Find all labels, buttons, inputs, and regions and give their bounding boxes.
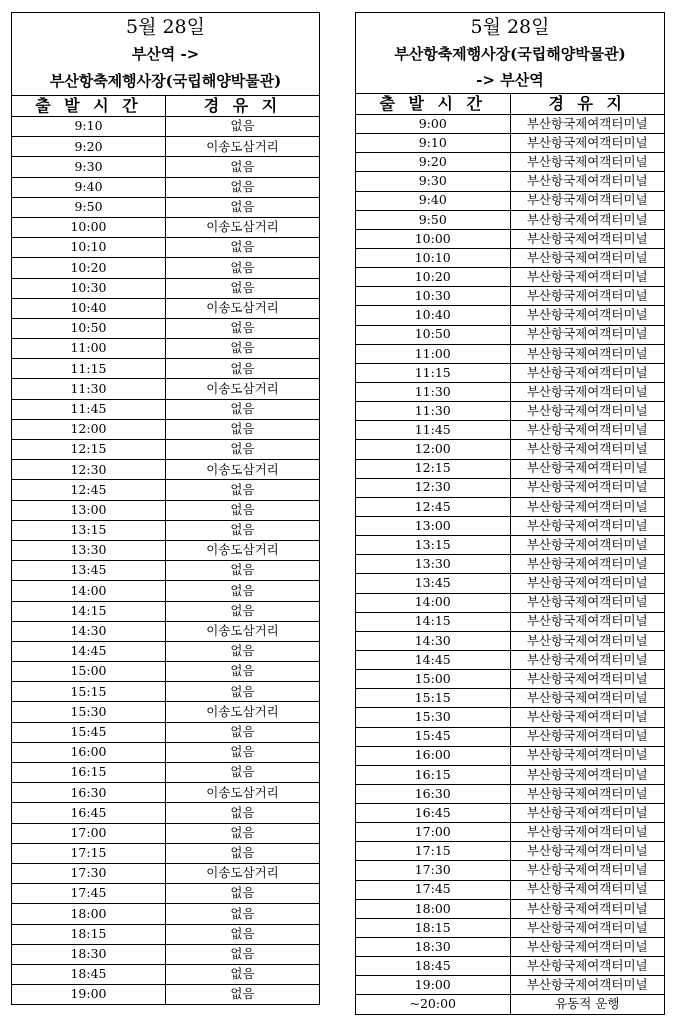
via-cell: 없음 bbox=[166, 238, 320, 258]
via-cell: 없음 bbox=[166, 440, 320, 460]
via-cell: 부산항국제여객터미널 bbox=[510, 631, 665, 650]
departure-time-cell: 15:00 bbox=[356, 670, 511, 689]
via-cell: 부산항국제여객터미널 bbox=[510, 306, 665, 325]
table-row bbox=[12, 783, 320, 803]
table-row bbox=[12, 440, 320, 460]
departure-time-cell: 9:30 bbox=[12, 157, 166, 177]
via-cell: 없음 bbox=[166, 904, 320, 924]
header-via: 경 유 지 bbox=[166, 96, 320, 117]
via-cell: 없음 bbox=[166, 964, 320, 984]
departure-time-cell: 14:30 bbox=[356, 631, 511, 650]
via-cell: 없음 bbox=[166, 318, 320, 338]
departure-time-cell: 12:45 bbox=[12, 480, 166, 500]
departure-time-cell: 10:40 bbox=[12, 298, 166, 318]
via-cell: 없음 bbox=[166, 561, 320, 581]
departure-time-cell: 10:20 bbox=[356, 268, 511, 287]
via-cell: 부산항국제여객터미널 bbox=[510, 421, 665, 440]
departure-time-cell: 15:00 bbox=[12, 662, 166, 682]
departure-time-cell: 9:10 bbox=[356, 134, 511, 153]
via-cell: 이송도삼거리 bbox=[166, 379, 320, 399]
via-cell: 부산항국제여객터미널 bbox=[510, 765, 665, 784]
via-cell: 부산항국제여객터미널 bbox=[510, 459, 665, 478]
via-cell: 없음 bbox=[166, 157, 320, 177]
departure-time-cell: 18:45 bbox=[356, 957, 511, 976]
via-cell: 부산항국제여객터미널 bbox=[510, 287, 665, 306]
via-cell: 부산항국제여객터미널 bbox=[510, 823, 665, 842]
table-row bbox=[12, 702, 320, 722]
via-cell: 부산항국제여객터미널 bbox=[510, 402, 665, 421]
table-row bbox=[12, 581, 320, 601]
table-row bbox=[356, 210, 665, 229]
schedule-table-to-museum bbox=[11, 12, 320, 1005]
left-rows bbox=[12, 117, 320, 1005]
via-cell: 부산항국제여객터미널 bbox=[510, 191, 665, 210]
departure-time-cell: 9:40 bbox=[12, 177, 166, 197]
via-cell: 부산항국제여객터미널 bbox=[510, 172, 665, 191]
table-row bbox=[356, 115, 665, 134]
departure-time-cell: 17:00 bbox=[12, 823, 166, 843]
departure-time-cell: 9:20 bbox=[356, 153, 511, 172]
table-row bbox=[356, 708, 665, 727]
via-cell: 없음 bbox=[166, 339, 320, 359]
table-row bbox=[356, 612, 665, 631]
via-cell: 부산항국제여객터미널 bbox=[510, 880, 665, 899]
departure-time-cell: 17:45 bbox=[12, 884, 166, 904]
departure-time-cell: 17:30 bbox=[356, 861, 511, 880]
table-row bbox=[356, 134, 665, 153]
departure-time-cell: 15:30 bbox=[356, 708, 511, 727]
departure-time-cell: 14:45 bbox=[12, 641, 166, 661]
departure-time-cell: 15:45 bbox=[12, 722, 166, 742]
departure-time-cell: 15:15 bbox=[12, 682, 166, 702]
via-cell: 없음 bbox=[166, 722, 320, 742]
table-row bbox=[12, 964, 320, 984]
departure-time-cell: 12:45 bbox=[356, 497, 511, 516]
departure-time-cell: 11:45 bbox=[356, 421, 511, 440]
via-cell: 없음 bbox=[166, 944, 320, 964]
table-row bbox=[12, 561, 320, 581]
departure-time-cell: 11:00 bbox=[12, 339, 166, 359]
departure-time-cell: 16:30 bbox=[12, 783, 166, 803]
via-cell: 없음 bbox=[166, 803, 320, 823]
table-row bbox=[356, 402, 665, 421]
table-row bbox=[356, 536, 665, 555]
departure-time-cell: 10:30 bbox=[12, 278, 166, 298]
via-cell: 없음 bbox=[166, 359, 320, 379]
departure-time-cell: 11:15 bbox=[12, 359, 166, 379]
departure-time-cell: 10:00 bbox=[12, 217, 166, 237]
table-row bbox=[12, 843, 320, 863]
via-cell: 없음 bbox=[166, 480, 320, 500]
via-cell: 이송도삼거리 bbox=[166, 621, 320, 641]
departure-time-cell: 12:15 bbox=[12, 440, 166, 460]
via-cell: 부산항국제여객터미널 bbox=[510, 899, 665, 918]
table-row bbox=[356, 593, 665, 612]
via-cell: 이송도삼거리 bbox=[166, 863, 320, 883]
departure-time-cell: 11:30 bbox=[356, 402, 511, 421]
via-cell: 부산항국제여객터미널 bbox=[510, 746, 665, 765]
departure-time-cell: 17:45 bbox=[356, 880, 511, 899]
via-cell: 부산항국제여객터미널 bbox=[510, 440, 665, 459]
via-cell: 부산항국제여객터미널 bbox=[510, 248, 665, 267]
via-cell: 부산항국제여객터미널 bbox=[510, 784, 665, 803]
departure-time-cell: 16:00 bbox=[356, 746, 511, 765]
table-row bbox=[12, 480, 320, 500]
via-cell: 없음 bbox=[166, 823, 320, 843]
via-cell: 없음 bbox=[166, 682, 320, 702]
departure-time-cell: 10:40 bbox=[356, 306, 511, 325]
via-cell: 없음 bbox=[166, 924, 320, 944]
table-row bbox=[12, 763, 320, 783]
departure-time-cell: 13:30 bbox=[356, 555, 511, 574]
departure-time-cell: 9:40 bbox=[356, 191, 511, 210]
departure-time-cell: 18:00 bbox=[356, 899, 511, 918]
via-cell: 유동적 운행 bbox=[510, 995, 665, 1014]
departure-time-cell: 15:45 bbox=[356, 727, 511, 746]
departure-time-cell: 13:45 bbox=[12, 561, 166, 581]
header-departure-time: 출 발 시 간 bbox=[12, 96, 166, 117]
departure-time-cell: 9:50 bbox=[12, 197, 166, 217]
departure-time-cell: 11:45 bbox=[12, 399, 166, 419]
table-row bbox=[12, 217, 320, 237]
table-date: 5월 28일 bbox=[356, 13, 665, 42]
table-row bbox=[356, 689, 665, 708]
departure-time-cell: 14:30 bbox=[12, 621, 166, 641]
via-cell: 부산항국제여객터미널 bbox=[510, 842, 665, 861]
table-row bbox=[356, 555, 665, 574]
route-destination: 부산항축제행사장(국립해양박물관) bbox=[12, 68, 320, 96]
via-cell: 없음 bbox=[166, 581, 320, 601]
departure-time-cell: 10:50 bbox=[356, 325, 511, 344]
table-row bbox=[12, 500, 320, 520]
via-cell: 이송도삼거리 bbox=[166, 137, 320, 157]
table-row bbox=[356, 421, 665, 440]
table-row bbox=[356, 363, 665, 382]
departure-time-cell: 10:10 bbox=[356, 248, 511, 267]
table-row bbox=[356, 746, 665, 765]
departure-time-cell: 13:15 bbox=[12, 520, 166, 540]
table-row bbox=[356, 957, 665, 976]
table-row bbox=[12, 823, 320, 843]
via-cell: 부산항국제여객터미널 bbox=[510, 938, 665, 957]
via-cell: 없음 bbox=[166, 117, 320, 137]
via-cell: 부산항국제여객터미널 bbox=[510, 804, 665, 823]
via-cell: 없음 bbox=[166, 520, 320, 540]
table-row bbox=[12, 803, 320, 823]
table-row bbox=[12, 985, 320, 1005]
via-cell: 없음 bbox=[166, 742, 320, 762]
table-row bbox=[12, 157, 320, 177]
departure-time-cell: 18:45 bbox=[12, 964, 166, 984]
departure-time-cell: 12:00 bbox=[12, 419, 166, 439]
via-cell: 부산항국제여객터미널 bbox=[510, 612, 665, 631]
via-cell: 부산항국제여객터미널 bbox=[510, 268, 665, 287]
table-date: 5월 28일 bbox=[12, 13, 320, 42]
departure-time-cell: 18:00 bbox=[12, 904, 166, 924]
right-rows bbox=[356, 115, 665, 1015]
via-cell: 없음 bbox=[166, 985, 320, 1005]
via-cell: 없음 bbox=[166, 197, 320, 217]
via-cell: 부산항국제여객터미널 bbox=[510, 210, 665, 229]
via-cell: 없음 bbox=[166, 641, 320, 661]
via-cell: 부산항국제여객터미널 bbox=[510, 976, 665, 995]
departure-time-cell: 12:15 bbox=[356, 459, 511, 478]
table-row bbox=[356, 880, 665, 899]
table-row bbox=[12, 318, 320, 338]
table-row bbox=[356, 478, 665, 497]
route-origin: 부산항축제행사장(국립해양박물관) bbox=[356, 41, 665, 67]
via-cell: 이송도삼거리 bbox=[166, 540, 320, 560]
table-row bbox=[12, 621, 320, 641]
departure-time-cell: 18:15 bbox=[12, 924, 166, 944]
table-row bbox=[12, 863, 320, 883]
departure-time-cell: 17:15 bbox=[356, 842, 511, 861]
table-row bbox=[12, 359, 320, 379]
via-cell: 없음 bbox=[166, 419, 320, 439]
schedule-table-to-station bbox=[355, 12, 665, 1015]
table-row bbox=[12, 520, 320, 540]
via-cell: 부산항국제여객터미널 bbox=[510, 115, 665, 134]
departure-time-cell: 14:15 bbox=[356, 612, 511, 631]
via-cell: 없음 bbox=[166, 500, 320, 520]
departure-time-cell: 19:00 bbox=[12, 985, 166, 1005]
via-cell: 부산항국제여객터미널 bbox=[510, 861, 665, 880]
via-cell: 부산항국제여객터미널 bbox=[510, 153, 665, 172]
departure-time-cell: 16:45 bbox=[12, 803, 166, 823]
table-row bbox=[12, 460, 320, 480]
via-cell: 부산항국제여객터미널 bbox=[510, 382, 665, 401]
departure-time-cell: 18:30 bbox=[12, 944, 166, 964]
table-row bbox=[12, 884, 320, 904]
table-row bbox=[356, 976, 665, 995]
via-cell: 없음 bbox=[166, 843, 320, 863]
via-cell: 이송도삼거리 bbox=[166, 217, 320, 237]
via-cell: 이송도삼거리 bbox=[166, 298, 320, 318]
table-row bbox=[356, 287, 665, 306]
departure-time-cell: 15:30 bbox=[12, 702, 166, 722]
route-destination: -> 부산역 bbox=[356, 67, 665, 94]
header-departure-time: 출 발 시 간 bbox=[356, 94, 511, 115]
table-row bbox=[12, 944, 320, 964]
table-row bbox=[356, 306, 665, 325]
table-row bbox=[356, 344, 665, 363]
departure-time-cell: 11:15 bbox=[356, 363, 511, 382]
table-row bbox=[356, 765, 665, 784]
via-cell: 부산항국제여객터미널 bbox=[510, 363, 665, 382]
table-row bbox=[356, 804, 665, 823]
table-row bbox=[356, 191, 665, 210]
departure-time-cell: 18:30 bbox=[356, 938, 511, 957]
table-row bbox=[356, 248, 665, 267]
via-cell: 부산항국제여객터미널 bbox=[510, 555, 665, 574]
departure-time-cell: 14:00 bbox=[356, 593, 511, 612]
departure-time-cell: 18:15 bbox=[356, 918, 511, 937]
table-row bbox=[356, 784, 665, 803]
departure-time-cell: 9:00 bbox=[356, 115, 511, 134]
via-cell: 이송도삼거리 bbox=[166, 460, 320, 480]
via-cell: 부산항국제여객터미널 bbox=[510, 670, 665, 689]
table-row bbox=[12, 238, 320, 258]
departure-time-cell: 14:45 bbox=[356, 650, 511, 669]
table-row bbox=[12, 722, 320, 742]
departure-time-cell: 15:15 bbox=[356, 689, 511, 708]
table-row bbox=[356, 650, 665, 669]
via-cell: 부산항국제여객터미널 bbox=[510, 497, 665, 516]
departure-time-cell: 14:15 bbox=[12, 601, 166, 621]
table-row bbox=[12, 601, 320, 621]
via-cell: 부산항국제여객터미널 bbox=[510, 957, 665, 976]
departure-time-cell: 17:00 bbox=[356, 823, 511, 842]
departure-time-cell: 16:15 bbox=[12, 763, 166, 783]
departure-time-cell: 13:15 bbox=[356, 536, 511, 555]
via-cell: 부산항국제여객터미널 bbox=[510, 536, 665, 555]
table-row bbox=[12, 177, 320, 197]
departure-time-cell: 13:30 bbox=[12, 540, 166, 560]
table-row bbox=[356, 382, 665, 401]
departure-time-cell: 13:00 bbox=[356, 516, 511, 535]
departure-time-cell: 13:45 bbox=[356, 574, 511, 593]
departure-time-cell: 16:45 bbox=[356, 804, 511, 823]
via-cell: 부산항국제여객터미널 bbox=[510, 727, 665, 746]
table-row bbox=[356, 516, 665, 535]
table-row bbox=[356, 153, 665, 172]
table-row bbox=[356, 574, 665, 593]
via-cell: 부산항국제여객터미널 bbox=[510, 325, 665, 344]
header-via: 경 유 지 bbox=[510, 94, 665, 115]
departure-time-cell: 11:00 bbox=[356, 344, 511, 363]
departure-time-cell: 9:50 bbox=[356, 210, 511, 229]
table-row bbox=[356, 440, 665, 459]
via-cell: 부산항국제여객터미널 bbox=[510, 689, 665, 708]
table-row bbox=[356, 823, 665, 842]
table-row bbox=[12, 258, 320, 278]
via-cell: 없음 bbox=[166, 601, 320, 621]
table-row bbox=[356, 497, 665, 516]
departure-time-cell: 16:00 bbox=[12, 742, 166, 762]
table-row bbox=[356, 861, 665, 880]
table-row bbox=[356, 995, 665, 1014]
via-cell: 이송도삼거리 bbox=[166, 702, 320, 722]
table-row bbox=[12, 339, 320, 359]
table-row bbox=[356, 229, 665, 248]
via-cell: 부산항국제여객터미널 bbox=[510, 478, 665, 497]
via-cell: 부산항국제여객터미널 bbox=[510, 229, 665, 248]
via-cell: 부산항국제여객터미널 bbox=[510, 650, 665, 669]
via-cell: 없음 bbox=[166, 177, 320, 197]
via-cell: 없음 bbox=[166, 278, 320, 298]
table-row bbox=[356, 938, 665, 957]
departure-time-cell: 12:30 bbox=[356, 478, 511, 497]
via-cell: 부산항국제여객터미널 bbox=[510, 918, 665, 937]
table-row bbox=[356, 172, 665, 191]
table-row bbox=[12, 924, 320, 944]
departure-time-cell: 9:10 bbox=[12, 117, 166, 137]
departure-time-cell: 10:50 bbox=[12, 318, 166, 338]
table-row bbox=[12, 137, 320, 157]
via-cell: 없음 bbox=[166, 258, 320, 278]
table-row bbox=[356, 268, 665, 287]
departure-time-cell: 19:00 bbox=[356, 976, 511, 995]
departure-time-cell: 9:20 bbox=[12, 137, 166, 157]
table-row bbox=[12, 904, 320, 924]
departure-time-cell: 12:30 bbox=[12, 460, 166, 480]
via-cell: 없음 bbox=[166, 884, 320, 904]
via-cell: 부산항국제여객터미널 bbox=[510, 574, 665, 593]
departure-time-cell: 11:30 bbox=[12, 379, 166, 399]
via-cell: 부산항국제여객터미널 bbox=[510, 708, 665, 727]
table-row bbox=[12, 419, 320, 439]
departure-time-cell: 17:30 bbox=[12, 863, 166, 883]
via-cell: 이송도삼거리 bbox=[166, 783, 320, 803]
table-row bbox=[356, 727, 665, 746]
via-cell: 부산항국제여객터미널 bbox=[510, 593, 665, 612]
route-origin: 부산역 -> bbox=[12, 41, 320, 68]
table-row bbox=[12, 117, 320, 137]
table-row bbox=[356, 918, 665, 937]
departure-time-cell: 14:00 bbox=[12, 581, 166, 601]
departure-time-cell: 9:30 bbox=[356, 172, 511, 191]
table-row bbox=[12, 662, 320, 682]
table-row bbox=[12, 641, 320, 661]
table-row bbox=[12, 197, 320, 217]
departure-time-cell: 12:00 bbox=[356, 440, 511, 459]
table-row bbox=[356, 325, 665, 344]
table-row bbox=[12, 682, 320, 702]
table-row bbox=[12, 742, 320, 762]
table-row bbox=[12, 379, 320, 399]
via-cell: 없음 bbox=[166, 763, 320, 783]
departure-time-cell: 10:00 bbox=[356, 229, 511, 248]
departure-time-cell: ~20:00 bbox=[356, 995, 511, 1014]
table-row bbox=[12, 540, 320, 560]
table-row bbox=[356, 459, 665, 478]
departure-time-cell: 13:00 bbox=[12, 500, 166, 520]
departure-time-cell: 10:10 bbox=[12, 238, 166, 258]
table-row bbox=[12, 278, 320, 298]
table-row bbox=[356, 899, 665, 918]
departure-time-cell: 11:30 bbox=[356, 382, 511, 401]
departure-time-cell: 16:15 bbox=[356, 765, 511, 784]
departure-time-cell: 10:20 bbox=[12, 258, 166, 278]
departure-time-cell: 16:30 bbox=[356, 784, 511, 803]
table-row bbox=[12, 399, 320, 419]
departure-time-cell: 10:30 bbox=[356, 287, 511, 306]
via-cell: 부산항국제여객터미널 bbox=[510, 134, 665, 153]
via-cell: 없음 bbox=[166, 399, 320, 419]
via-cell: 부산항국제여객터미널 bbox=[510, 516, 665, 535]
departure-time-cell: 17:15 bbox=[12, 843, 166, 863]
via-cell: 부산항국제여객터미널 bbox=[510, 344, 665, 363]
via-cell: 없음 bbox=[166, 662, 320, 682]
table-row bbox=[356, 631, 665, 650]
table-row bbox=[356, 842, 665, 861]
table-row bbox=[356, 670, 665, 689]
table-row bbox=[12, 298, 320, 318]
